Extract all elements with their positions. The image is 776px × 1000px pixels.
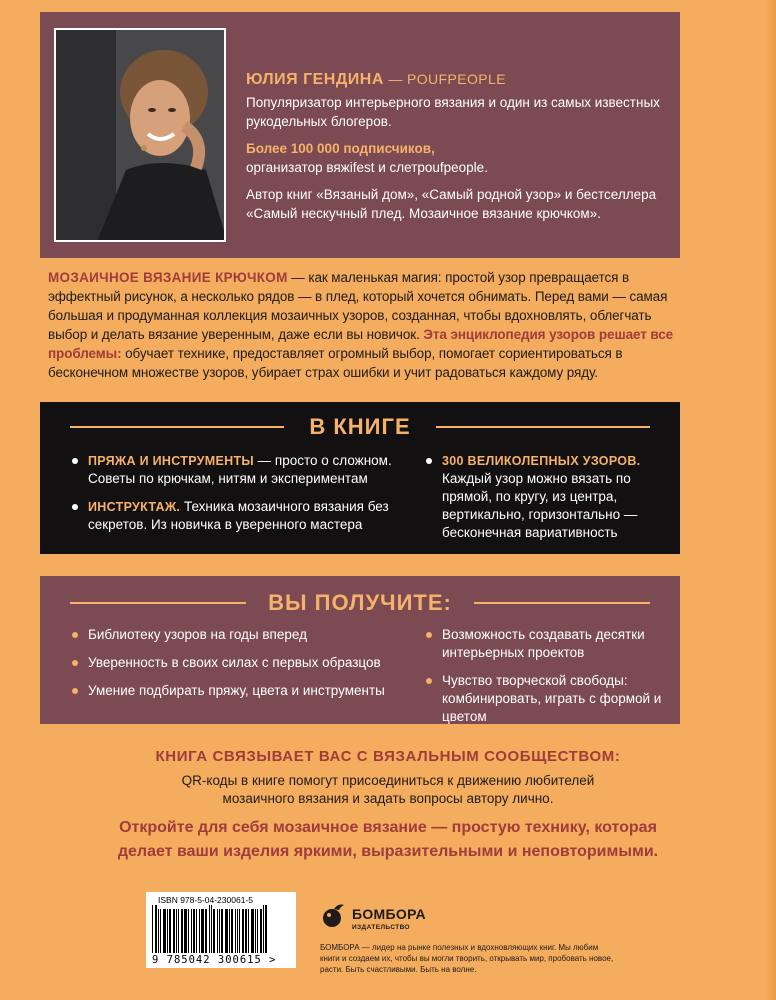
barcode-bar: [173, 909, 175, 953]
barcode-bar: [242, 909, 244, 953]
list-item: [424, 452, 654, 542]
author-organizer: организатор вяжifest и слетpoufpeople.: [246, 160, 488, 175]
barcode-bar: [229, 909, 230, 953]
bullet-icon: [72, 458, 78, 464]
in-book-heading: В КНИГЕ: [309, 414, 411, 439]
intro-text-2: обучает технике, предоставляет огромный выбор, помогает сориентироваться в бесконечном множестве узоров, убирает страх ошибки и учит радоваться каждому ряду.: [48, 346, 623, 380]
barcode-bar: [263, 905, 264, 953]
barcode-bar: [176, 909, 177, 953]
you-get-heading: ВЫ ПОЛУЧИТЕ:: [268, 590, 452, 615]
barcode-bar: [155, 905, 157, 953]
in-book-panel: [40, 402, 680, 554]
community-line-2: мозаичного вязания и задать вопросы автору лично.: [222, 791, 554, 806]
barcode-bar: [245, 909, 247, 953]
item-text: Каждый узор можно вязать по прямой, по кругу, из центра, вертикально, горизонтально — бесконечная вариативность: [442, 471, 638, 540]
barcode-bar: [219, 909, 220, 953]
closing-line-2: делает ваши изделия яркими, выразительными и неповторимыми.: [117, 843, 659, 860]
list-item: [70, 682, 400, 700]
barcode-bar: [199, 909, 200, 953]
author-subscribers: Более 100 000 подписчиков,: [246, 141, 435, 156]
list-item: [424, 626, 664, 662]
barcode-bar: [248, 909, 249, 953]
item-text: Чувство творческой свободы: комбинировать, играть с формой и цветом: [442, 673, 662, 724]
barcode-bar: [169, 909, 171, 953]
barcode-bar: [255, 909, 256, 953]
barcode: [146, 892, 296, 968]
list-item: [70, 626, 400, 644]
bullet-icon: [72, 660, 78, 666]
barcode-bar: [163, 909, 166, 953]
author-photo-illustration: [56, 30, 226, 242]
item-text: — просто о сложном. Советы по крючкам, нитям и экспериментам: [88, 453, 392, 486]
item-key: ИНСТРУКТАЖ.: [88, 500, 181, 514]
author-photo: [54, 28, 226, 242]
item-key: 300 ВЕЛИКОЛЕПНЫХ УЗОРОВ.: [442, 454, 641, 468]
barcode-bar: [237, 909, 238, 953]
you-get-left-column: [70, 626, 400, 710]
community-title: КНИГА СВЯЗЫВАЕТ ВАС С ВЯЗАЛЬНЫМ СООБЩЕСТВОМ:: [155, 748, 621, 765]
author-alias: — POUFPEOPLE: [388, 71, 506, 87]
intro-lead: МОЗАИЧНОЕ ВЯЗАНИЕ КРЮЧКОМ: [48, 270, 288, 285]
barcode-bar: [178, 909, 179, 953]
barcode-bar: [217, 909, 218, 953]
you-get-right-column: [424, 626, 664, 736]
closing-line-1: Откройте для себя мозаичное вязание — простую технику, которая: [119, 819, 657, 836]
barcode-bar: [211, 905, 212, 953]
barcode-bars: [152, 907, 290, 953]
barcode-bar: [260, 909, 262, 953]
bullet-icon: [426, 458, 432, 464]
barcode-bar: [235, 909, 236, 953]
barcode-bar: [201, 909, 204, 953]
publisher-description: БОМБОРА — лидер на рынке полезных и вдохновляющих книг. Мы любим книги и создаем их, чтобы вы могли творить, открывать мир, пробовать новое, расти. Быть счастливыми. Быть на волне.: [320, 943, 614, 974]
barcode-bar: [265, 905, 267, 953]
you-get-panel: [40, 576, 680, 724]
barcode-digits: 9 785042 300615 >: [152, 954, 277, 966]
barcode-bar: [231, 909, 233, 953]
community-text: [0, 772, 776, 808]
item-text: Уверенность в своих силах с первых образцов: [88, 655, 381, 670]
barcode-bar: [184, 909, 187, 953]
barcode-bar: [181, 909, 183, 953]
author-info: [246, 70, 666, 231]
intro-paragraph: [48, 268, 678, 382]
bullet-icon: [72, 504, 78, 510]
barcode-bar: [158, 909, 159, 953]
bullet-icon: [426, 678, 432, 684]
in-book-left-column: [70, 452, 410, 544]
list-item: [70, 654, 400, 672]
item-key: ПРЯЖА И ИНСТРУМЕНТЫ: [88, 454, 254, 468]
item-text: Библиотеку узоров на годы вперед: [88, 627, 307, 642]
publisher-subtitle: ИЗДАТЕЛЬСТВО: [352, 924, 411, 931]
barcode-bar: [225, 909, 228, 953]
barcode-bar: [239, 909, 240, 953]
barcode-bar: [257, 909, 258, 953]
publisher-name: БОМБОРА: [352, 906, 426, 922]
barcode-bar: [160, 909, 161, 953]
barcode-bar: [213, 909, 215, 953]
intro-accent: Эта энциклопедия узоров решает все проблемы:: [48, 327, 674, 361]
barcode-bar: [209, 905, 210, 953]
community-line-1: QR-коды в книге помогут присоединиться к движению любителей: [181, 773, 595, 788]
barcode-bar: [191, 909, 192, 953]
item-text: Техника мозаичного вязания без секретов. Из новичка в уверенного мастера: [88, 499, 389, 532]
list-item: [424, 672, 664, 726]
barcode-bar: [193, 909, 195, 953]
barcode-bar: [152, 905, 153, 953]
in-book-right-column: [424, 452, 654, 552]
barcode-bar: [188, 909, 189, 953]
bullet-icon: [426, 632, 432, 638]
barcode-bar: [251, 909, 254, 953]
closing-statement: [0, 816, 776, 864]
barcode-bar: [196, 909, 197, 953]
bullet-icon: [72, 688, 78, 694]
author-subscribers-block: [246, 139, 666, 177]
barcode-bar: [205, 909, 207, 953]
bombora-logo-icon: [320, 902, 354, 932]
list-item: [70, 498, 410, 534]
author-description: Популяризатор интерьерного вязания и один из самых известных рукодельных блогеров.: [246, 95, 660, 129]
author-name: ЮЛИЯ ГЕНДИНА: [246, 71, 384, 88]
barcode-bar: [221, 909, 223, 953]
list-item: [70, 452, 410, 488]
isbn-label: ISBN 978-5-04-230061-5: [158, 895, 253, 905]
item-text: Возможность создавать десятки интерьерных проектов: [442, 627, 645, 660]
author-books: Автор книг «Вязаный дом», «Самый родной узор» и бестселлера «Самый нескучный плед. Мозаичное вязание крючком».: [246, 187, 657, 221]
item-text: Умение подбирать пряжу, цвета и инструменты: [88, 683, 385, 698]
author-heading: [246, 70, 666, 89]
intro-text-1: — как маленькая магия: простой узор превращается в эффектный рисунок, а несколько рядов — в плед, который хочется обнимать. Перед вами — самая большая и продуманная коллекция мозаичных узоров, созданная, чтобы вдохновлять, облегчать выбор и делать вязание уверенным, даже если вы новичок.: [48, 270, 668, 342]
bullet-icon: [72, 632, 78, 638]
barcode-bar: [167, 909, 168, 953]
